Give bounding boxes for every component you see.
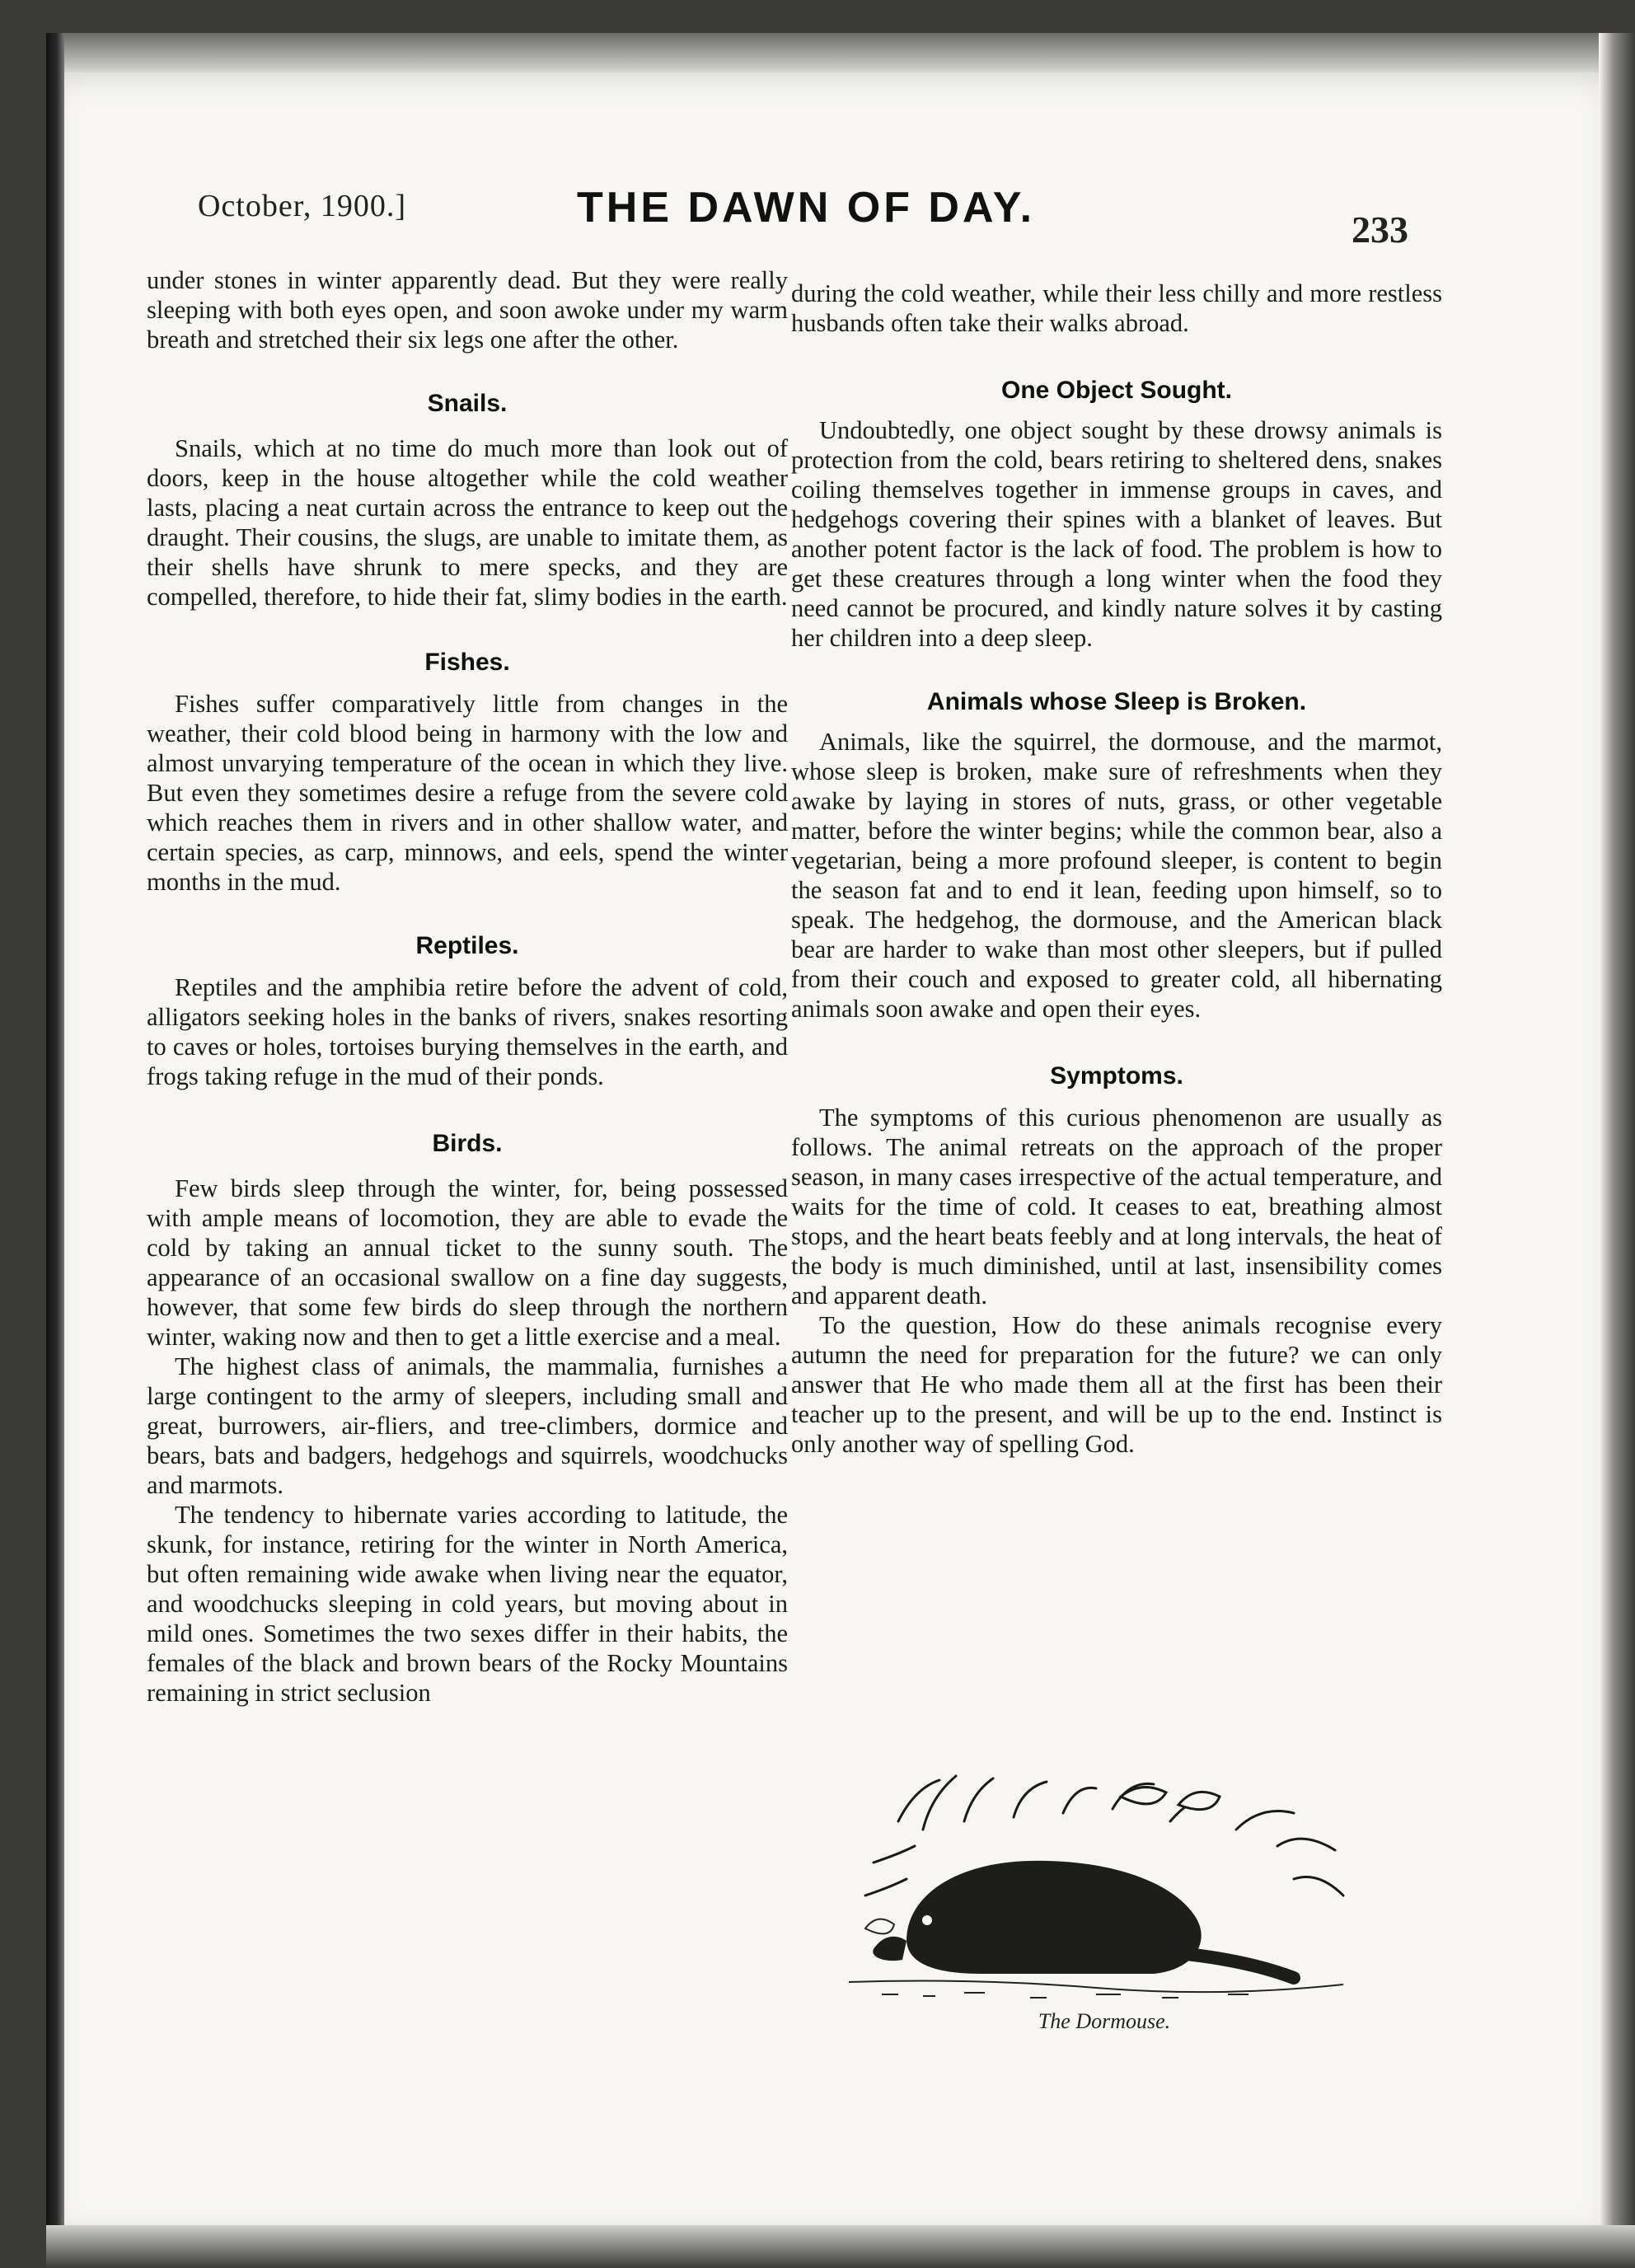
magazine-title: THE DAWN OF DAY.	[577, 184, 1036, 232]
section-heading-one-object-sought: One Object Sought.	[1000, 377, 1232, 404]
section-heading-sleep-broken: Animals whose Sleep is Broken.	[926, 688, 1307, 715]
issue-date: October, 1900.]	[198, 189, 407, 223]
dormouse-engraving-icon	[849, 1772, 1360, 2011]
continued-paragraph-right: during the cold weather, while their less chilly and more restless husbands often take their walks abroad.	[791, 279, 1442, 337]
section-heading-reptiles: Reptiles.	[415, 932, 519, 959]
section-heading-fishes: Fishes.	[424, 649, 510, 676]
paragraph-birds-1: Few birds sleep through the winter, for, being possessed with ample means of locomotion, they are able to evade the cold by taking an annual ticket to the sunny south. The appearance of an occasional swallow on a fine day suggests, however, that some few birds do sleep through the northern winter, waking now and then to get a little exercise and a meal.	[147, 1174, 788, 1351]
page-right-edge	[1599, 33, 1635, 2268]
book-spine	[46, 33, 64, 2268]
page-number: 233	[1352, 209, 1408, 251]
paragraph-snails: Snails, which at no time do much more than look out of doors, keep in the house altogether while the cold weather lasts, placing a neat curtain across the entrance to keep out the draught. Their cousins, the slugs, are unable to imitate them, as their shells have shrunk to mere specks, and they are compelled, therefore, to hide their fat, slimy bodies in the earth.	[147, 434, 788, 611]
section-heading-symptoms: Symptoms.	[1050, 1062, 1183, 1089]
continued-paragraph: under stones in winter apparently dead. But they were really sleeping with both eyes open, and soon awoke under my warm breath and stretched their six legs one after the other.	[147, 266, 788, 354]
paragraph-fishes: Fishes suffer comparatively little from changes in the weather, their cold blood being in harmony with the low and almost unvarying temperature of the ocean in which they live. But even they sometimes desire a refuge from the severe cold which reaches them in rivers and in other shallow water, and certain species, as carp, minnows, and eels, spend the winter months in the mud.	[147, 690, 788, 896]
section-heading-snails: Snails.	[427, 390, 508, 417]
paragraph-sleep-broken: Animals, like the squirrel, the dormouse, and the marmot, whose sleep is broken, make sure of refreshments when they awake by laying in stores of nuts, grass, or other vegetable matter, before the winter begins; while the common bear, also a vegetarian, being a more profound sleeper, is content to begin the season fat and to end it lean, feeding upon himself, so to speak. The hedgehog, the dormouse, and the American black bear are harder to wake than most other sleepers, but if pulled from their couch and exposed to greater cold, all hibernating animals soon awake and open their eyes.	[791, 728, 1442, 1023]
paragraph-birds-2: The highest class of animals, the mammalia, furnishes a large contingent to the army of sleepers, including small and great, burrowers, air-fliers, and tree-climbers, dormice and bears, bats and badgers, hedgehogs and squirrels, woodchucks and marmots.	[147, 1352, 788, 1499]
paragraph-reptiles: Reptiles and the amphibia retire before the advent of cold, alligators seeking holes in the banks of rivers, snakes resorting to caves or holes, tortoises burying themselves in the earth, and frogs taking refuge in the mud of their ponds.	[147, 973, 788, 1090]
page-bottom-edge	[46, 2225, 1635, 2268]
left-column	[147, 265, 788, 1708]
paragraph-symptoms-1: The symptoms of this curious phenomenon are usually as follows. The animal retreats on the approach of the proper season, in many cases irrespective of the actual temperature, and waits for the time of cold. It ceases to eat, breathing almost stops, and the heart beats feebly and at long intervals, the heat of the body is much diminished, until at last, insensibility comes and apparent death.	[791, 1104, 1442, 1310]
section-heading-birds: Birds.	[432, 1130, 503, 1157]
paragraph-birds-3: The tendency to hibernate varies according to latitude, the skunk, for instance, retiring for the winter in North America, but often remaining wide awake when living near the equator, and woodchucks sleeping in cold years, but moving about in mild ones. Sometimes the two sexes differ in their habits, the females of the black and brown bears of the Rocky Mountains remaining in strict seclusion	[147, 1501, 788, 1707]
paragraph-one-object-sought: Undoubtedly, one object sought by these drowsy animals is protection from the cold, bears retiring to sheltered dens, snakes coiling themselves together in immense groups in caves, and hedgehogs covering their spines with a blanket of leaves. But another potent factor is the lack of food. The problem is how to get these creatures through a long winter when the food they need cannot be procured, and kindly nature solves it by casting her children into a deep sleep.	[791, 416, 1442, 652]
dormouse-illustration	[849, 1772, 1360, 2044]
paragraph-symptoms-2: To the question, How do these animals recognise every autumn the need for preparation for the future? we can only answer that He who made them all at the first has been their teacher up to the present, and will be up to the end. Instinct is only another way of spelling God.	[791, 1311, 1442, 1458]
right-column	[791, 279, 1442, 1459]
figure-caption: The Dormouse.	[1038, 2009, 1171, 2033]
